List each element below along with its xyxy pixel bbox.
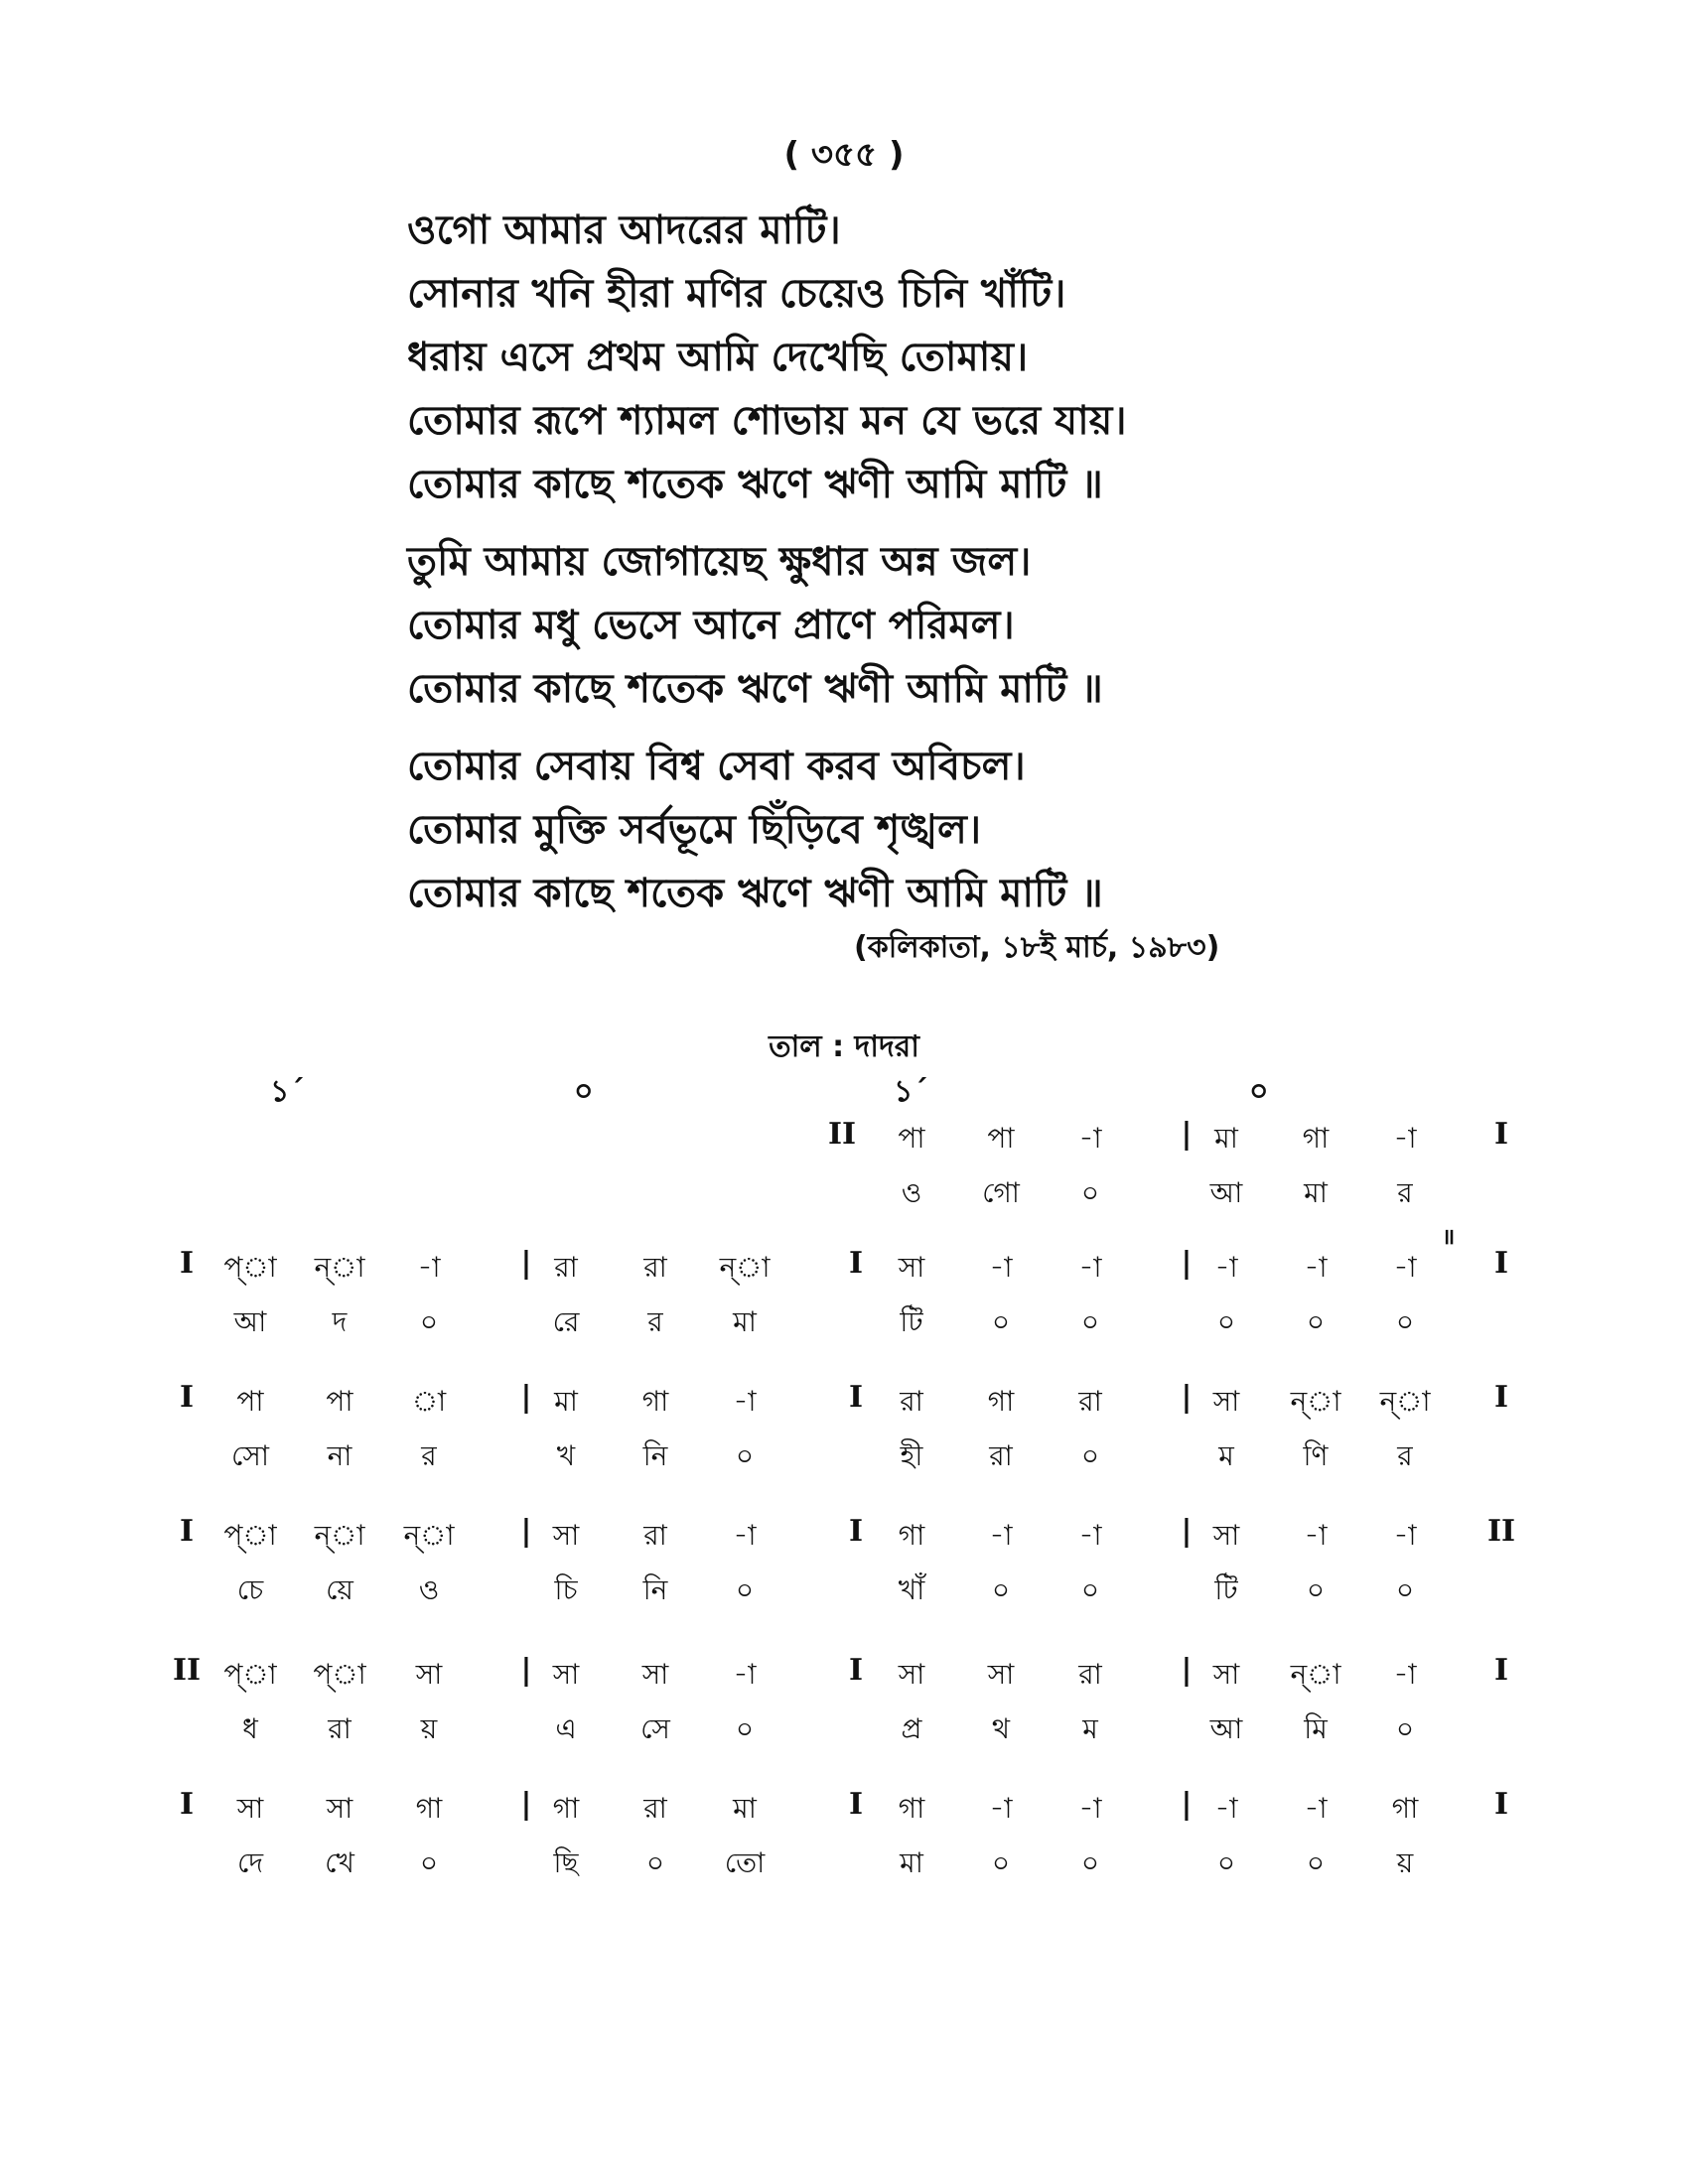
swara-note: ন্া [403, 1519, 455, 1552]
swara-note: গা [898, 1792, 925, 1825]
tala-mark: ১´ [894, 1074, 928, 1109]
lyric-syllable: এ [555, 1712, 577, 1745]
lyric-syllable: মা [900, 1846, 923, 1879]
poem-line: তোমার কাছে শতেক ঋণে ঋণী আমি মাটি ॥ [407, 871, 1103, 916]
swara-note: প্া [223, 1251, 277, 1284]
swara-note: া [411, 1385, 447, 1418]
swara-note: পা [987, 1122, 1015, 1155]
bar-line: | [1181, 1653, 1193, 1688]
bar-line: | [1181, 1246, 1193, 1281]
swara-note: -া [1078, 1251, 1102, 1284]
swara-note: রা [1078, 1385, 1102, 1418]
lyric-syllable: ০ [1306, 1573, 1326, 1606]
bar-line: I [848, 1787, 864, 1822]
swara-note: -া [1304, 1251, 1328, 1284]
lyric-syllable: ০ [735, 1439, 755, 1472]
lyric-syllable: ০ [1216, 1305, 1236, 1338]
swara-note: সা [236, 1792, 264, 1825]
lyric-syllable: নি [642, 1439, 668, 1472]
lyric-syllable: আ [233, 1305, 267, 1338]
lyric-syllable: গো [982, 1176, 1020, 1209]
swara-note: মা [1214, 1122, 1238, 1155]
swara-note: -া [989, 1519, 1013, 1552]
bar-line: | [520, 1787, 532, 1822]
lyric-syllable: মা [733, 1305, 757, 1338]
lyric-syllable: ০ [1216, 1846, 1236, 1879]
lyric-syllable: ০ [735, 1573, 755, 1606]
bar-line: | [520, 1380, 532, 1415]
lyric-syllable: ০ [1080, 1305, 1100, 1338]
bar-line: | [1181, 1514, 1193, 1549]
bar-line: I [848, 1246, 864, 1281]
swara-note: -া [733, 1658, 757, 1691]
swara-note: ন্া [314, 1251, 365, 1284]
swara-note: -া [733, 1385, 757, 1418]
lyric-syllable: ০ [1306, 1305, 1326, 1338]
swara-note: ন্া [314, 1519, 365, 1552]
bar-line: I [179, 1787, 195, 1822]
tala-mark: ১´ [270, 1074, 305, 1109]
swara-note: সা [898, 1251, 925, 1284]
swara-note: মা [554, 1385, 578, 1418]
bar-line: | [520, 1653, 532, 1688]
swara-note: -া [1393, 1658, 1417, 1691]
final-mark: ॥ [1442, 1225, 1456, 1250]
bar-line: I [1493, 1380, 1509, 1415]
lyric-syllable: ০ [1080, 1573, 1100, 1606]
lyric-syllable: রা [328, 1712, 352, 1745]
poem-line: ওগো আমার আদরের মাটি। [407, 207, 841, 253]
lyric-syllable: ০ [1080, 1176, 1100, 1209]
swara-note: রা [643, 1251, 667, 1284]
poem-line: তোমার মুক্তি সর্বভূমে ছিঁড়িবে শৃঙ্খল। [407, 807, 982, 853]
swara-note: সা [1212, 1519, 1240, 1552]
swara-note: -া [1078, 1519, 1102, 1552]
lyric-syllable: আ [1209, 1712, 1243, 1745]
swara-note: সা [415, 1658, 443, 1691]
swara-note: পা [898, 1122, 925, 1155]
swara-note: রা [900, 1385, 923, 1418]
lyric-syllable: টি [900, 1305, 923, 1338]
lyric-syllable: চি [554, 1573, 578, 1606]
lyric-syllable: সে [640, 1712, 670, 1745]
lyric-syllable: র [647, 1305, 663, 1338]
tala-mark: ০ [1249, 1074, 1269, 1109]
page-number: ( ৩৫৫ ) [783, 135, 905, 175]
lyric-syllable: দ [332, 1305, 348, 1338]
lyric-syllable: চে [236, 1573, 264, 1606]
bar-line: II [172, 1653, 202, 1688]
swara-note: গা [415, 1792, 443, 1825]
poem-line: তুমি আমায় জোগায়েছ ক্ষুধার অন্ন জল। [407, 539, 1032, 585]
lyric-syllable: হী [900, 1439, 923, 1472]
swara-note: মা [733, 1792, 757, 1825]
lyric-syllable: ০ [991, 1573, 1011, 1606]
lyric-syllable: খাঁ [898, 1573, 925, 1606]
lyric-syllable: ০ [1080, 1439, 1100, 1472]
bar-line: I [848, 1514, 864, 1549]
bar-line: I [179, 1246, 195, 1281]
lyric-syllable: ম [1218, 1439, 1234, 1472]
swara-note: ন্া [1290, 1385, 1341, 1418]
bar-line: | [1181, 1380, 1193, 1415]
lyric-syllable: ম [1082, 1712, 1098, 1745]
lyric-syllable: ০ [1395, 1712, 1415, 1745]
bar-line: II [827, 1117, 857, 1152]
swara-note: গা [987, 1385, 1015, 1418]
swara-note: ন্া [1379, 1385, 1431, 1418]
swara-note: গা [898, 1519, 925, 1552]
swara-note: ন্া [719, 1251, 771, 1284]
swara-note: -া [733, 1519, 757, 1552]
bar-line: I [1493, 1117, 1509, 1152]
lyric-syllable: থ [991, 1712, 1011, 1745]
lyric-syllable: ছি [553, 1846, 579, 1879]
lyric-syllable: ০ [991, 1305, 1011, 1338]
lyric-syllable: দে [236, 1846, 264, 1879]
swara-note: -া [989, 1251, 1013, 1284]
bar-line: | [520, 1246, 532, 1281]
lyric-syllable: য়ে [326, 1573, 353, 1606]
bar-line: II [1486, 1514, 1516, 1549]
swara-note: -া [1078, 1122, 1102, 1155]
swara-note: গা [552, 1792, 580, 1825]
swara-note: -া [989, 1792, 1013, 1825]
lyric-syllable: য় [1396, 1846, 1414, 1879]
swara-note: রা [643, 1792, 667, 1825]
poem-line: সোনার খনি হীরা মণির চেয়েও চিনি খাঁটি। [407, 271, 1066, 317]
swara-note: রা [1078, 1658, 1102, 1691]
swara-note: প্া [223, 1519, 277, 1552]
swara-note: সা [326, 1792, 353, 1825]
swara-note: -া [1393, 1122, 1417, 1155]
swara-note: -া [417, 1251, 441, 1284]
lyric-syllable: প্র [901, 1712, 922, 1745]
bar-line: I [179, 1380, 195, 1415]
bar-line: | [1181, 1787, 1193, 1822]
bar-line: I [848, 1653, 864, 1688]
swara-note: সা [552, 1658, 580, 1691]
lyric-syllable: ধ [242, 1712, 258, 1745]
swara-note: রা [643, 1519, 667, 1552]
swara-note: সা [987, 1658, 1015, 1691]
lyric-syllable: মি [1304, 1712, 1328, 1745]
lyric-syllable: ও [901, 1176, 922, 1209]
lyric-syllable: আ [1209, 1176, 1243, 1209]
lyric-syllable: ০ [1395, 1573, 1415, 1606]
lyric-syllable: ০ [1306, 1846, 1326, 1879]
lyric-syllable: না [327, 1439, 352, 1472]
lyric-syllable: ০ [419, 1846, 439, 1879]
swara-note: সা [641, 1658, 669, 1691]
swara-note: -া [1393, 1251, 1417, 1284]
swara-note: গা [1302, 1122, 1330, 1155]
swara-note: পা [326, 1385, 353, 1418]
lyric-syllable: খ [556, 1439, 576, 1472]
bar-line: | [1181, 1117, 1193, 1152]
lyric-syllable: ০ [735, 1712, 755, 1745]
lyric-syllable: ০ [419, 1305, 439, 1338]
lyric-syllable: ০ [1080, 1846, 1100, 1879]
swara-note: প্া [313, 1658, 366, 1691]
poem-line: তোমার সেবায় বিশ্ব সেবা করব অবিচল। [407, 744, 1026, 789]
poem-line: তোমার মধু ভেসে আনে প্রাণে পরিমল। [407, 603, 1015, 648]
dateline: (কলিকাতা, ১৮ই মার্চ, ১৯৮৩) [854, 930, 1220, 965]
bar-line: | [520, 1514, 532, 1549]
lyric-syllable: ও [418, 1573, 440, 1606]
lyric-syllable: মা [1304, 1176, 1328, 1209]
bar-line: I [1493, 1653, 1509, 1688]
swara-note: পা [236, 1385, 264, 1418]
lyric-syllable: ণি [1303, 1439, 1329, 1472]
lyric-syllable: ০ [1395, 1305, 1415, 1338]
bar-line: I [179, 1514, 195, 1549]
tala-mark: ০ [574, 1074, 594, 1109]
bar-line: I [1493, 1246, 1509, 1281]
swara-note: -া [1078, 1792, 1102, 1825]
lyric-syllable: টি [1214, 1573, 1238, 1606]
lyric-syllable: নি [642, 1573, 668, 1606]
tala-title: তাল : দাদরা [769, 1029, 919, 1064]
lyric-syllable: য় [420, 1712, 438, 1745]
lyric-syllable: রা [989, 1439, 1013, 1472]
lyric-syllable: খে [325, 1846, 354, 1879]
swara-note: প্া [223, 1658, 277, 1691]
swara-note: রা [554, 1251, 578, 1284]
swara-note: -া [1304, 1792, 1328, 1825]
lyric-syllable: রে [552, 1305, 580, 1338]
swara-note: -া [1214, 1792, 1238, 1825]
lyric-syllable: সো [231, 1439, 269, 1472]
poem-line: তোমার কাছে শতেক ঋণে ঋণী আমি মাটি ॥ [407, 462, 1103, 507]
swara-note: সা [898, 1658, 925, 1691]
bar-line: I [848, 1380, 864, 1415]
bar-line: I [1493, 1787, 1509, 1822]
lyric-syllable: র [1397, 1176, 1413, 1209]
swara-note: -া [1393, 1519, 1417, 1552]
lyric-syllable: তো [724, 1846, 766, 1879]
swara-note: ন্া [1290, 1658, 1341, 1691]
lyric-syllable: র [1397, 1439, 1413, 1472]
poem-line: তোমার কাছে শতেক ঋণে ঋণী আমি মাটি ॥ [407, 666, 1103, 712]
poem-line: তোমার রূপে শ্যামল শোভায় মন যে ভরে যায়। [407, 398, 1127, 444]
lyric-syllable: র [421, 1439, 437, 1472]
swara-note: -া [1214, 1251, 1238, 1284]
swara-note: গা [641, 1385, 669, 1418]
poem-line: ধরায় এসে প্রথম আমি দেখেছি তোমায়। [407, 335, 1029, 380]
swara-note: সা [1212, 1385, 1240, 1418]
lyric-syllable: ০ [645, 1846, 665, 1879]
swara-note: সা [1212, 1658, 1240, 1691]
swara-note: -া [1304, 1519, 1328, 1552]
swara-note: গা [1391, 1792, 1419, 1825]
swara-note: সা [552, 1519, 580, 1552]
lyric-syllable: ০ [991, 1846, 1011, 1879]
